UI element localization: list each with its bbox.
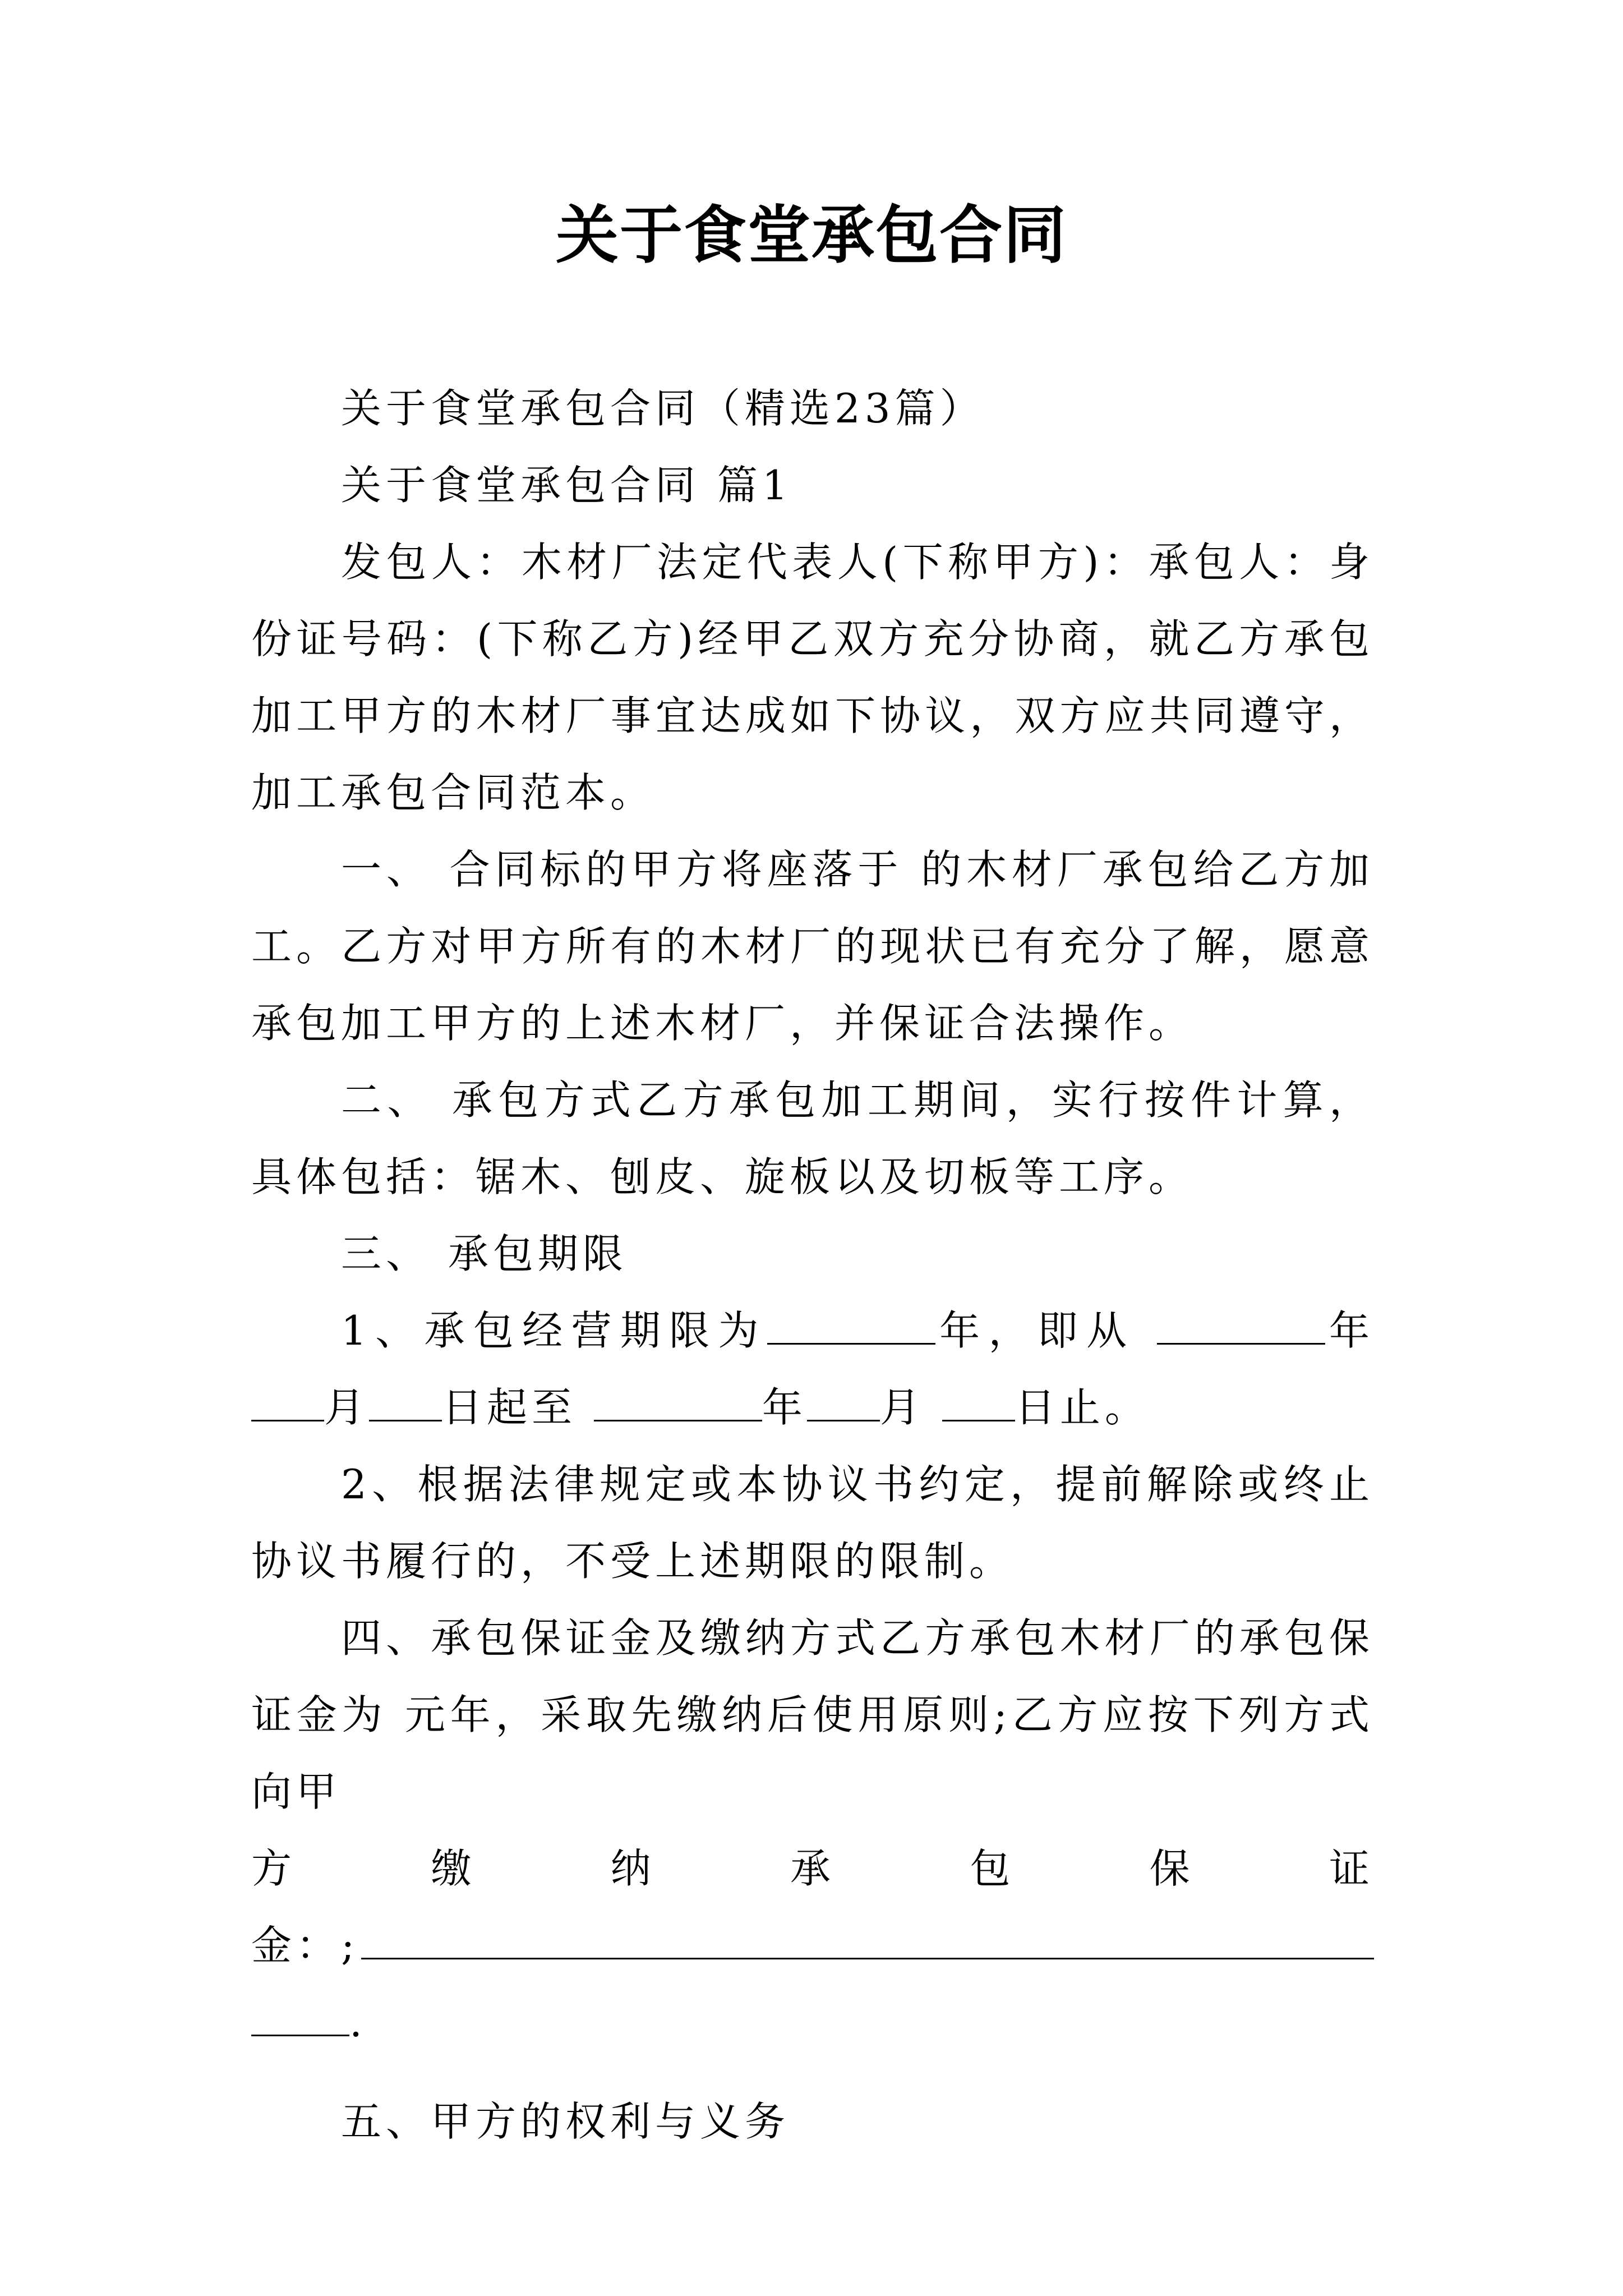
document-title: 关于食堂承包合同 — [556, 199, 1067, 272]
clause-five: 五、甲方的权利与义务 — [341, 2098, 790, 2145]
clause-one: 一、 合同标的甲方将座落于 的木材厂承包给乙方加工。乙方对甲方所有的木材厂的现状已有充分了解，愿意承包加工甲方的上述木材厂，并保证合法操作。 — [251, 846, 1374, 1047]
term-text: 月 — [324, 1384, 370, 1431]
term-clause-1 — [251, 1292, 1374, 1446]
clause-four: 四、承包保证金及缴纳方式乙方承包木材厂的承包保证金为 元年，采取先缴纳后使用原则;乙方应按下列方式向甲 — [251, 1614, 1374, 1815]
section-heading: 关于食堂承包合同 篇1 — [341, 462, 792, 509]
spread-char: 承 — [790, 1845, 835, 1892]
spread-char: 证 — [1329, 1845, 1374, 1892]
term-clause-2: 2、根据法律规定或本协议书约定，提前解除或终止协议书履行的，不受上述期限的限制。 — [251, 1461, 1374, 1585]
subtitle-line: 关于食堂承包合同（精选23篇） — [341, 385, 985, 432]
blank-line — [767, 1305, 935, 1345]
blank-line — [942, 1382, 1015, 1421]
deposit-line — [251, 1907, 1374, 1984]
spread-char: 方 — [251, 1845, 297, 1892]
spacer — [251, 2061, 1374, 2083]
deposit-tail-line — [251, 1984, 1374, 2061]
term-text: 年 — [1325, 1307, 1374, 1354]
blank-line — [807, 1382, 880, 1421]
spread-line — [251, 1830, 1374, 1907]
spread-char: 纳 — [610, 1845, 656, 1892]
deposit-blank-tail — [251, 1996, 349, 2036]
spread-char: 保 — [1149, 1845, 1195, 1892]
blank-line — [594, 1382, 762, 1421]
spread-char: 包 — [970, 1845, 1015, 1892]
term-text: 年 — [762, 1384, 807, 1431]
document-body — [251, 370, 1374, 2160]
deposit-end: . — [349, 1999, 367, 2046]
term-text: 月 — [879, 1384, 942, 1431]
deposit-blank — [361, 1920, 1374, 1959]
clause-two: 二、 承包方式乙方承包加工期间，实行按件计算，具体包括：锯木、刨皮、旋板以及切板等工序。 — [251, 1076, 1374, 1200]
spread-char: 缴 — [431, 1845, 476, 1892]
blank-line — [251, 1382, 324, 1421]
deposit-prefix: 金：; — [251, 1922, 359, 1969]
term-text: 年，即从 — [935, 1307, 1157, 1354]
term-text: 1、承包经营期限为 — [341, 1307, 767, 1354]
term-text: 日起至 — [442, 1384, 594, 1431]
clause-three-heading: 三、 承包期限 — [341, 1230, 628, 1277]
intro-paragraph: 发包人：木材厂法定代表人(下称甲方)：承包人：身份证号码：(下称乙方)经甲乙双方充分协商，就乙方承包加工甲方的木材厂事宜达成如下协议，双方应共同遵守，加工承包合同范本。 — [251, 539, 1374, 816]
blank-line — [1157, 1305, 1325, 1345]
blank-line — [369, 1382, 442, 1421]
term-text: 日止。 — [1015, 1384, 1150, 1431]
